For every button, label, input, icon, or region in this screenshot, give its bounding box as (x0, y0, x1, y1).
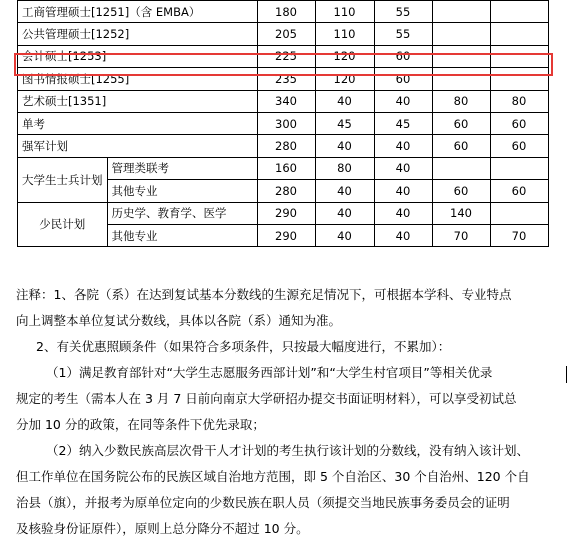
group-label: 少民计划 (18, 202, 108, 247)
table-cell: 60 (490, 135, 548, 157)
row-label: 公共管理硕士[1252] (18, 23, 258, 45)
table-cell: 290 (257, 202, 315, 224)
table-cell: 180 (257, 1, 315, 23)
table-cell: 40 (374, 135, 432, 157)
row-label: 工商管理硕士[1251]（含 EMBA） (18, 1, 258, 23)
table-cell: 205 (257, 23, 315, 45)
note-line: 规定的考生（需本人在 3 月 7 日前向南京大学研招办提交书面证明材料），可以享受初试总 (16, 391, 517, 406)
note-line: 分加 10 分的政策，在同等条件下优先录取； (16, 417, 265, 432)
table-cell (432, 23, 490, 45)
table-row (18, 1, 549, 23)
table-cell (432, 68, 490, 90)
table-cell: 60 (432, 180, 490, 202)
table-cell: 40 (315, 180, 374, 202)
table-cell: 160 (257, 157, 315, 179)
note-line: 注释：1、各院（系）在达到复试基本分数线的生源充足情况下，可根据本学科、专业特点 (16, 287, 512, 302)
note-line: 及核验身份证原件），原则上总分降分不超过 10 分。 (16, 521, 309, 536)
score-table (17, 0, 549, 247)
table-cell (490, 202, 548, 224)
table-cell: 80 (432, 90, 490, 112)
table-row (18, 23, 549, 45)
note-line: （1）满足教育部针对“大学生志愿服务西部计划”和“大学生村官项目”等相关优录 (46, 365, 493, 380)
row-label: 单考 (18, 112, 258, 134)
note-line: （2）纳入少数民族高层次骨干人才计划的考生执行该计划的分数线，没有纳入该计划、 (46, 443, 529, 458)
table-row (18, 157, 549, 179)
table-cell: 40 (315, 224, 374, 246)
table-row (18, 202, 549, 224)
table-cell (432, 1, 490, 23)
table-cell: 280 (257, 180, 315, 202)
table-cell: 225 (257, 45, 315, 67)
table-cell: 45 (374, 112, 432, 134)
table-cell: 110 (315, 1, 374, 23)
table-cell: 280 (257, 135, 315, 157)
notes (16, 282, 576, 542)
table-cell: 40 (315, 135, 374, 157)
table-cell: 60 (432, 135, 490, 157)
table-cell: 40 (374, 157, 432, 179)
table-cell (432, 45, 490, 67)
table-cell: 120 (315, 45, 374, 67)
note-line: 但工作单位在国务院公布的民族区域自治地方范围，即 5 个自治区、30 个自治州、120 个自 (16, 469, 530, 484)
table-cell: 55 (374, 1, 432, 23)
table-cell (490, 45, 548, 67)
table-cell: 80 (490, 90, 548, 112)
table-cell (490, 157, 548, 179)
table-cell: 120 (315, 68, 374, 90)
table-row (18, 90, 549, 112)
sub-row-label: 管理类联考 (107, 157, 257, 179)
table-cell: 40 (374, 202, 432, 224)
table-cell: 70 (490, 224, 548, 246)
table-cell (490, 23, 548, 45)
table-cell: 140 (432, 202, 490, 224)
table-cell: 70 (432, 224, 490, 246)
note-line: 向上调整本单位复试分数线，具体以各院（系）通知为准。 (16, 313, 342, 328)
row-label: 会计硕士[1253] (18, 45, 258, 67)
table-cell (490, 68, 548, 90)
row-label: 图书情报硕士[1255] (18, 68, 258, 90)
table-cell: 45 (315, 112, 374, 134)
table-cell: 40 (374, 224, 432, 246)
table-cell: 60 (374, 68, 432, 90)
sub-row-label: 历史学、教育学、医学 (107, 202, 257, 224)
sub-row-label: 其他专业 (107, 224, 257, 246)
row-label: 艺术硕士[1351] (18, 90, 258, 112)
note-line: 治县（旗），并报考为原单位定向的少数民族在职人员（须提交当地民族事务委员会的证明 (16, 495, 510, 510)
table-cell: 60 (490, 180, 548, 202)
table-row (18, 135, 549, 157)
group-label: 大学生士兵计划 (18, 157, 108, 202)
sub-row-label: 其他专业 (107, 180, 257, 202)
table-cell: 40 (315, 90, 374, 112)
row-label: 强军计划 (18, 135, 258, 157)
table-cell: 60 (432, 112, 490, 134)
table-cell: 340 (257, 90, 315, 112)
table-cell: 60 (374, 45, 432, 67)
table-cell: 110 (315, 23, 374, 45)
table-cell: 80 (315, 157, 374, 179)
table-row (18, 112, 549, 134)
table-cell: 60 (490, 112, 548, 134)
table-cell (490, 1, 548, 23)
table-cell: 55 (374, 23, 432, 45)
note-line: 2、有关优惠照顾条件（如果符合多项条件，只按最大幅度进行，不累加）： (36, 339, 451, 354)
table-cell: 40 (374, 180, 432, 202)
table-cell (432, 157, 490, 179)
table-cell: 235 (257, 68, 315, 90)
table-row (18, 68, 549, 90)
table-row (18, 45, 549, 67)
table-cell: 300 (257, 112, 315, 134)
text-cursor (566, 366, 567, 383)
table-cell: 40 (374, 90, 432, 112)
table-cell: 40 (315, 202, 374, 224)
table-cell: 290 (257, 224, 315, 246)
